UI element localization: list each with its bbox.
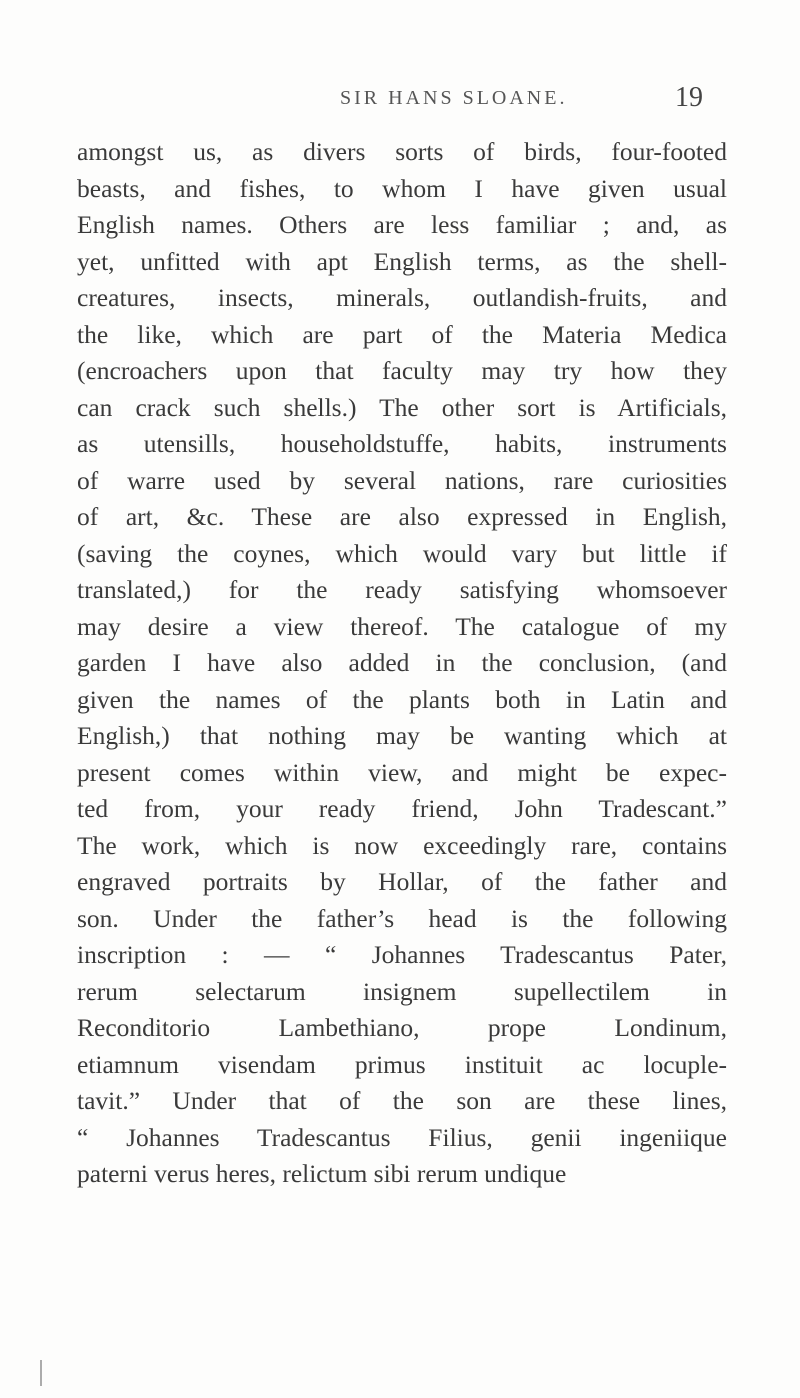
- text-line: (saving the coynes, which would vary but little if: [77, 538, 727, 568]
- text-line: “ Johannes Tradescantus Filius, genii ingeniique: [77, 1122, 727, 1152]
- text-line: amongst us, as divers sorts of birds, four-footed: [77, 137, 727, 166]
- text-line: given the names of the plants both in Latin and: [77, 684, 727, 714]
- text-line: etiamnum visendam primus instituit ac locuple-: [77, 1049, 727, 1079]
- text-line: translated,) for the ready satisfying whomsoever: [77, 575, 727, 604]
- text-line: son. Under the father’s head is the following: [77, 903, 727, 933]
- text-line: inscription : — “ Johannes Tradescantus Pater,: [77, 940, 727, 969]
- text-line: English,) that nothing may be wanting which at: [77, 721, 727, 750]
- text-line: garden I have also added in the conclusion, (and: [77, 648, 727, 677]
- text-line: can crack such shells.) The other sort is Artificials,: [77, 392, 727, 422]
- text-line: beasts, and fishes, to whom I have given usual: [77, 173, 727, 203]
- text-line: of art, &c. These are also expressed in English,: [77, 502, 727, 531]
- text-line: English names. Others are less familiar ; and, as: [77, 210, 727, 239]
- text-line: as utensills, householdstuffe, habits, instruments: [77, 429, 727, 458]
- running-title: SIR HANS SLOANE.: [340, 87, 568, 109]
- text-line: (encroachers upon that faculty may try how they: [77, 356, 727, 385]
- text-line: present comes within view, and might be expec-: [77, 757, 727, 787]
- page-number: 19: [675, 82, 703, 113]
- text-line: may desire a view thereof. The catalogue of my: [77, 611, 727, 641]
- margin-mark: [40, 1360, 42, 1386]
- text-line: paterni verus heres, relictum sibi rerum undique: [77, 1159, 567, 1188]
- running-head: [0, 78, 800, 118]
- text-line: engraved portraits by Hollar, of the father and: [77, 867, 727, 896]
- text-line: rerum selectarum insignem supellectilem in: [77, 976, 727, 1006]
- body-text: [77, 134, 727, 1193]
- text-line: ted from, your ready friend, John Tradescant.”: [77, 794, 727, 823]
- text-line: The work, which is now exceedingly rare, contains: [77, 830, 727, 860]
- text-line: yet, unfitted with apt English terms, as the shell-: [77, 246, 727, 276]
- text-line: of warre used by several nations, rare curiosities: [77, 465, 727, 495]
- text-line: creatures, insects, minerals, outlandish-fruits, and: [77, 283, 727, 312]
- text-line: tavit.” Under that of the son are these lines,: [77, 1086, 727, 1115]
- text-line: Reconditorio Lambethiano, prope Londinum,: [77, 1013, 727, 1042]
- text-line: the like, which are part of the Materia Medica: [77, 319, 727, 349]
